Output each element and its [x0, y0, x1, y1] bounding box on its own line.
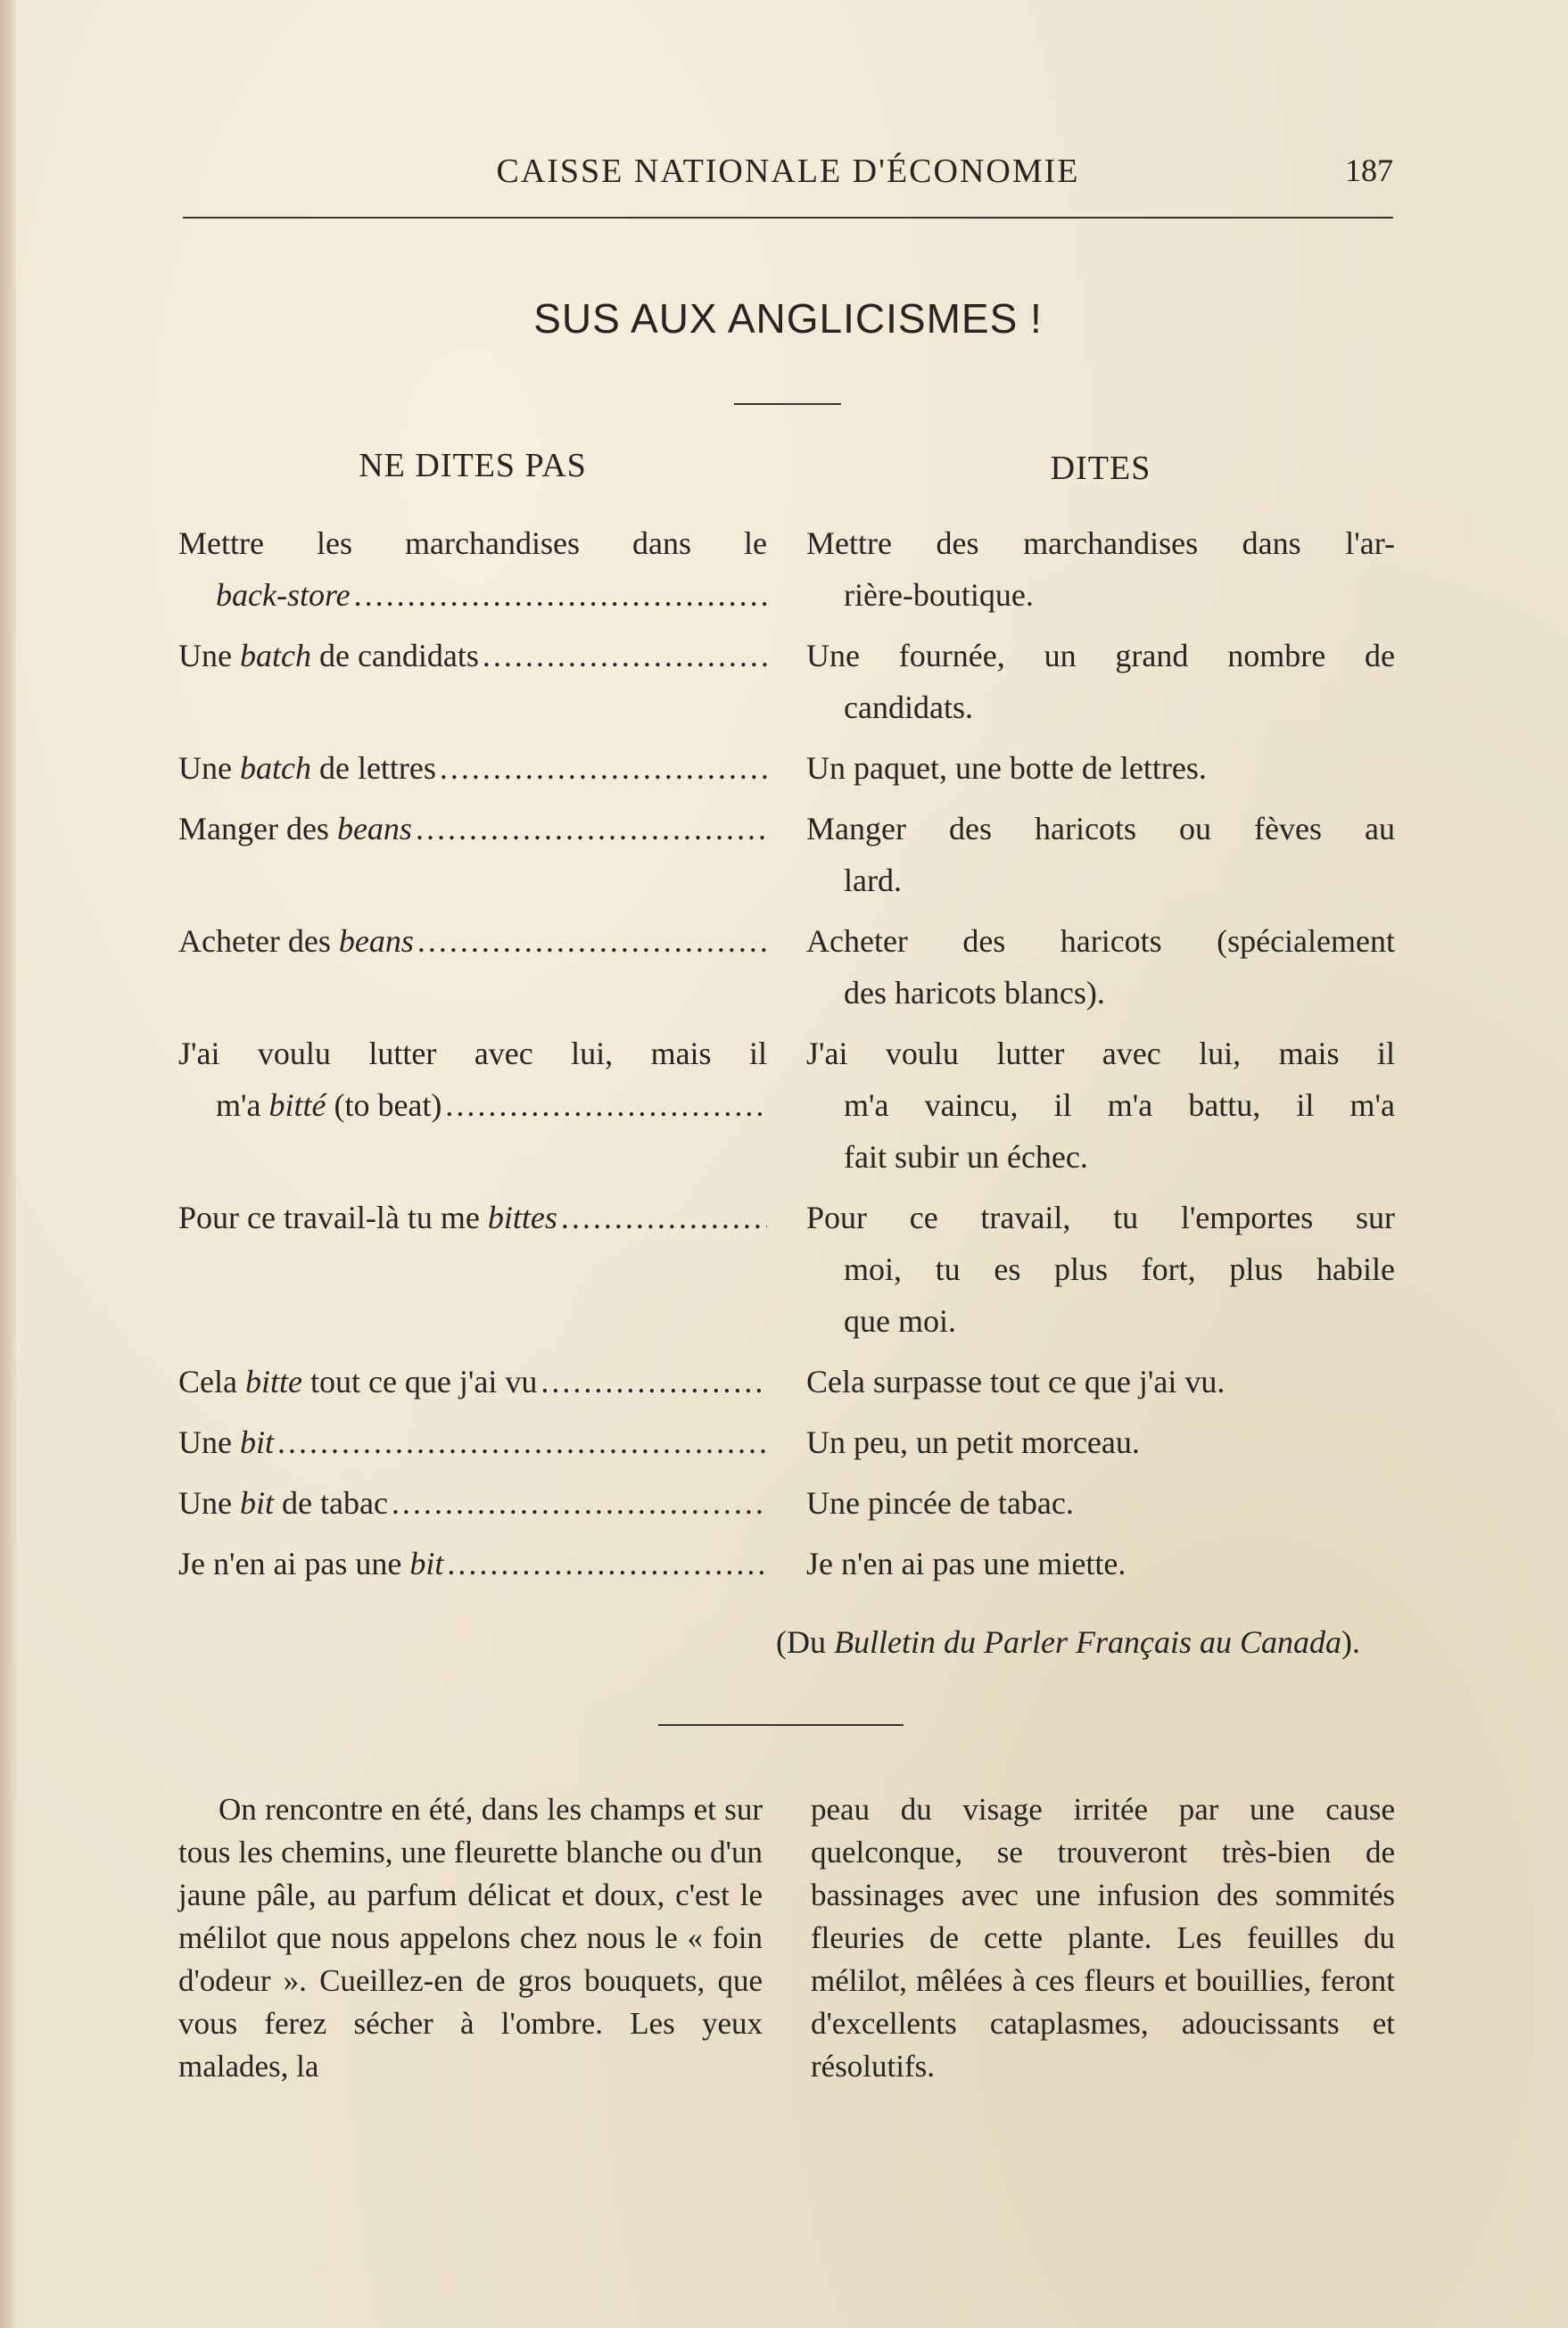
correction-cell — [806, 630, 1395, 733]
anglicism-text-pre: Une — [178, 638, 240, 673]
anglicism-text — [178, 1192, 557, 1243]
correction-line: Un peu, un petit morceau. — [806, 1424, 1140, 1460]
table-row — [178, 803, 1395, 906]
correction-line: fait subir un échec. — [844, 1139, 1088, 1175]
anglicism-text-post: tout ce que j'ai vu — [301, 1364, 538, 1399]
correction-cell — [806, 517, 1395, 621]
anglicism-text-pre: Cela — [178, 1364, 245, 1399]
correction-line: m'a vaincu, il m'a battu, il m'a — [844, 1087, 1395, 1123]
anglicism-word: batch — [239, 638, 311, 673]
source-citation — [178, 1623, 1360, 1661]
anglicism-word: bit — [239, 1485, 274, 1521]
anglicism-text-pre: Je n'en ai pas une — [178, 1546, 410, 1581]
anglicism-text-post: de candidats — [310, 638, 479, 673]
running-title: CAISSE NATIONALE D'ÉCONOMIE — [496, 153, 1080, 190]
anglicism-line — [178, 630, 767, 681]
anglicism-line — [178, 569, 767, 621]
anglicism-text — [178, 1036, 767, 1071]
header-rule — [183, 217, 1393, 219]
table-row — [178, 1356, 1395, 1408]
correction-cell — [806, 915, 1395, 1019]
correction-line: Manger des haricots ou fèves au — [806, 811, 1395, 846]
anglicism-word: bit — [239, 1424, 274, 1460]
anglicism-text-pre: Manger des — [178, 811, 337, 846]
correction-cell — [806, 1028, 1395, 1183]
correction-cell — [806, 1538, 1395, 1589]
anglicism-word: bitté — [268, 1087, 326, 1123]
column-heading-right: DITES — [1050, 450, 1151, 487]
dot-leader — [483, 630, 767, 681]
anglicism-text-post: de tabac — [274, 1485, 388, 1521]
table-row — [178, 1192, 1395, 1347]
correction-line: J'ai voulu lutter avec lui, mais il — [806, 1036, 1395, 1071]
correction-line: que moi. — [844, 1303, 956, 1339]
anglicism-text — [178, 525, 767, 561]
source-title: Bulletin du Parler Français au Canada — [834, 1624, 1341, 1660]
dot-leader — [392, 1477, 767, 1529]
anglicism-cell — [178, 630, 767, 733]
source-open: (Du — [776, 1624, 835, 1660]
body-text — [178, 1788, 1395, 2088]
correction-line: lard. — [844, 863, 902, 898]
correction-line: Acheter des haricots (spécialement — [806, 923, 1395, 959]
paragraph-left: On rencontre en été, dans les champs et sur tous les chemins, une fleurette blanche ou d'un jaune pâle, au parfum délicat et doux, c'est le mélilot que nous appelons chez nous le « foin d'odeur ». Cueillez-en de gros bouquets, que vous ferez sécher à l'ombre. Les yeux malades, la — [178, 1792, 763, 2084]
anglicism-line — [178, 1028, 767, 1079]
anglicism-text-post: (to beat) — [326, 1087, 442, 1123]
anglicism-text-pre: Une — [178, 750, 240, 786]
anglicism-cell — [178, 1416, 767, 1468]
correction-line: Une pincée de tabac. — [806, 1485, 1074, 1521]
table-row — [178, 1477, 1395, 1529]
correction-cell — [806, 1477, 1395, 1529]
source-close: ). — [1341, 1624, 1360, 1660]
anglicism-text — [178, 742, 436, 794]
correction-line: candidats. — [844, 689, 973, 725]
anglicism-line — [178, 517, 767, 569]
anglicism-cell — [178, 1028, 767, 1183]
dot-leader — [445, 1079, 767, 1131]
anglicism-word: bit — [409, 1546, 444, 1581]
anglicism-cell — [178, 803, 767, 906]
dot-leader — [541, 1356, 767, 1408]
body-text-left-column — [178, 1788, 763, 2088]
anglicism-text — [216, 1079, 442, 1131]
correction-line: Mettre des marchandises dans l'ar- — [806, 525, 1395, 561]
table-row — [178, 742, 1395, 794]
correction-line: moi, tu es plus fort, plus habile — [844, 1251, 1395, 1287]
title-rule — [734, 403, 841, 405]
dot-leader — [447, 1538, 767, 1589]
anglicism-cell — [178, 517, 767, 621]
dot-leader — [440, 742, 767, 794]
anglicism-line — [178, 1477, 767, 1529]
correction-cell — [806, 1416, 1395, 1468]
correction-cell — [806, 1192, 1395, 1347]
page-binding-edge — [0, 0, 16, 2328]
anglicism-line — [178, 1538, 767, 1589]
anglicism-text-pre: m'a — [216, 1087, 269, 1123]
anglicism-text — [178, 803, 412, 854]
column-heading-left: NE DITES PAS — [359, 447, 587, 484]
dot-leader — [561, 1192, 767, 1243]
anglicism-text-pre: Une — [178, 1424, 240, 1460]
anglicism-line — [178, 1356, 767, 1408]
correction-line: Je n'en ai pas une miette. — [806, 1546, 1126, 1581]
anglicism-line — [178, 1192, 767, 1243]
table-row — [178, 915, 1395, 1019]
table-row — [178, 1538, 1395, 1589]
anglicism-word: batch — [239, 750, 311, 786]
article-title: SUS AUX ANGLICISMES ! — [533, 295, 1043, 342]
dot-leader — [416, 803, 767, 854]
dot-leader — [417, 915, 767, 967]
anglicism-word: back-store — [216, 577, 351, 613]
anglicism-text-post: de lettres — [310, 750, 436, 786]
anglicism-cell — [178, 1192, 767, 1347]
anglicism-text-pre: Acheter des — [178, 923, 339, 959]
correction-line: Une fournée, un grand nombre de — [806, 638, 1395, 673]
table-row — [178, 1028, 1395, 1183]
anglicism-text — [178, 1416, 274, 1468]
correction-line: des haricots blancs). — [844, 975, 1105, 1011]
table-row — [178, 630, 1395, 733]
anglicism-line — [178, 1416, 767, 1468]
dot-leader — [354, 569, 767, 621]
anglicism-text-pre: J'ai voulu lutter avec lui, mais il — [178, 1036, 767, 1071]
anglicism-text — [216, 569, 351, 621]
anglicism-word: bittes — [487, 1200, 557, 1235]
anglicism-line — [178, 803, 767, 854]
anglicism-line — [178, 742, 767, 794]
correction-line: rière-boutique. — [844, 577, 1034, 613]
anglicism-word: bitte — [244, 1364, 302, 1399]
body-text-right-column — [811, 1788, 1395, 2088]
anglicism-cell — [178, 915, 767, 1019]
anglicism-word: beans — [338, 923, 414, 959]
anglicism-text-pre: Pour ce travail-là tu me — [178, 1200, 488, 1235]
page-header — [183, 152, 1393, 196]
anglicism-text — [178, 630, 479, 681]
anglicism-cell — [178, 1477, 767, 1529]
page-number: 187 — [1345, 153, 1393, 188]
correction-cell — [806, 742, 1395, 794]
anglicism-text-pre: Une — [178, 1485, 240, 1521]
anglicism-text-pre: Mettre les marchandises dans le — [178, 525, 767, 561]
table-row — [178, 517, 1395, 621]
correction-cell — [806, 1356, 1395, 1408]
correction-cell — [806, 803, 1395, 906]
paragraph-right: peau du visage irritée par une cause quelconque, se trouveront très-bien de bassinages avec une infusion des sommités fleuries de cette plante. Les feuilles du mélilot, mêlées à ces fleurs et bouillies, feront d'excellents cataplasmes, adoucissants et résolutifs. — [811, 1792, 1395, 2084]
anglicism-cell — [178, 1538, 767, 1589]
section-rule — [658, 1724, 904, 1726]
dot-leader — [277, 1416, 767, 1468]
anglicism-text — [178, 1356, 537, 1408]
correction-line: Cela surpasse tout ce que j'ai vu. — [806, 1364, 1226, 1399]
anglicism-word: beans — [336, 811, 412, 846]
anglicism-cell — [178, 742, 767, 794]
correction-line: Pour ce travail, tu l'emportes sur — [806, 1200, 1395, 1235]
table-row — [178, 1416, 1395, 1468]
anglicism-text — [178, 915, 414, 967]
anglicisms-table — [178, 517, 1395, 1598]
anglicism-text — [178, 1538, 443, 1589]
anglicism-line — [178, 915, 767, 967]
anglicism-text — [178, 1477, 388, 1529]
anglicism-line — [178, 1079, 767, 1131]
anglicism-cell — [178, 1356, 767, 1408]
correction-line: Un paquet, une botte de lettres. — [806, 750, 1207, 786]
